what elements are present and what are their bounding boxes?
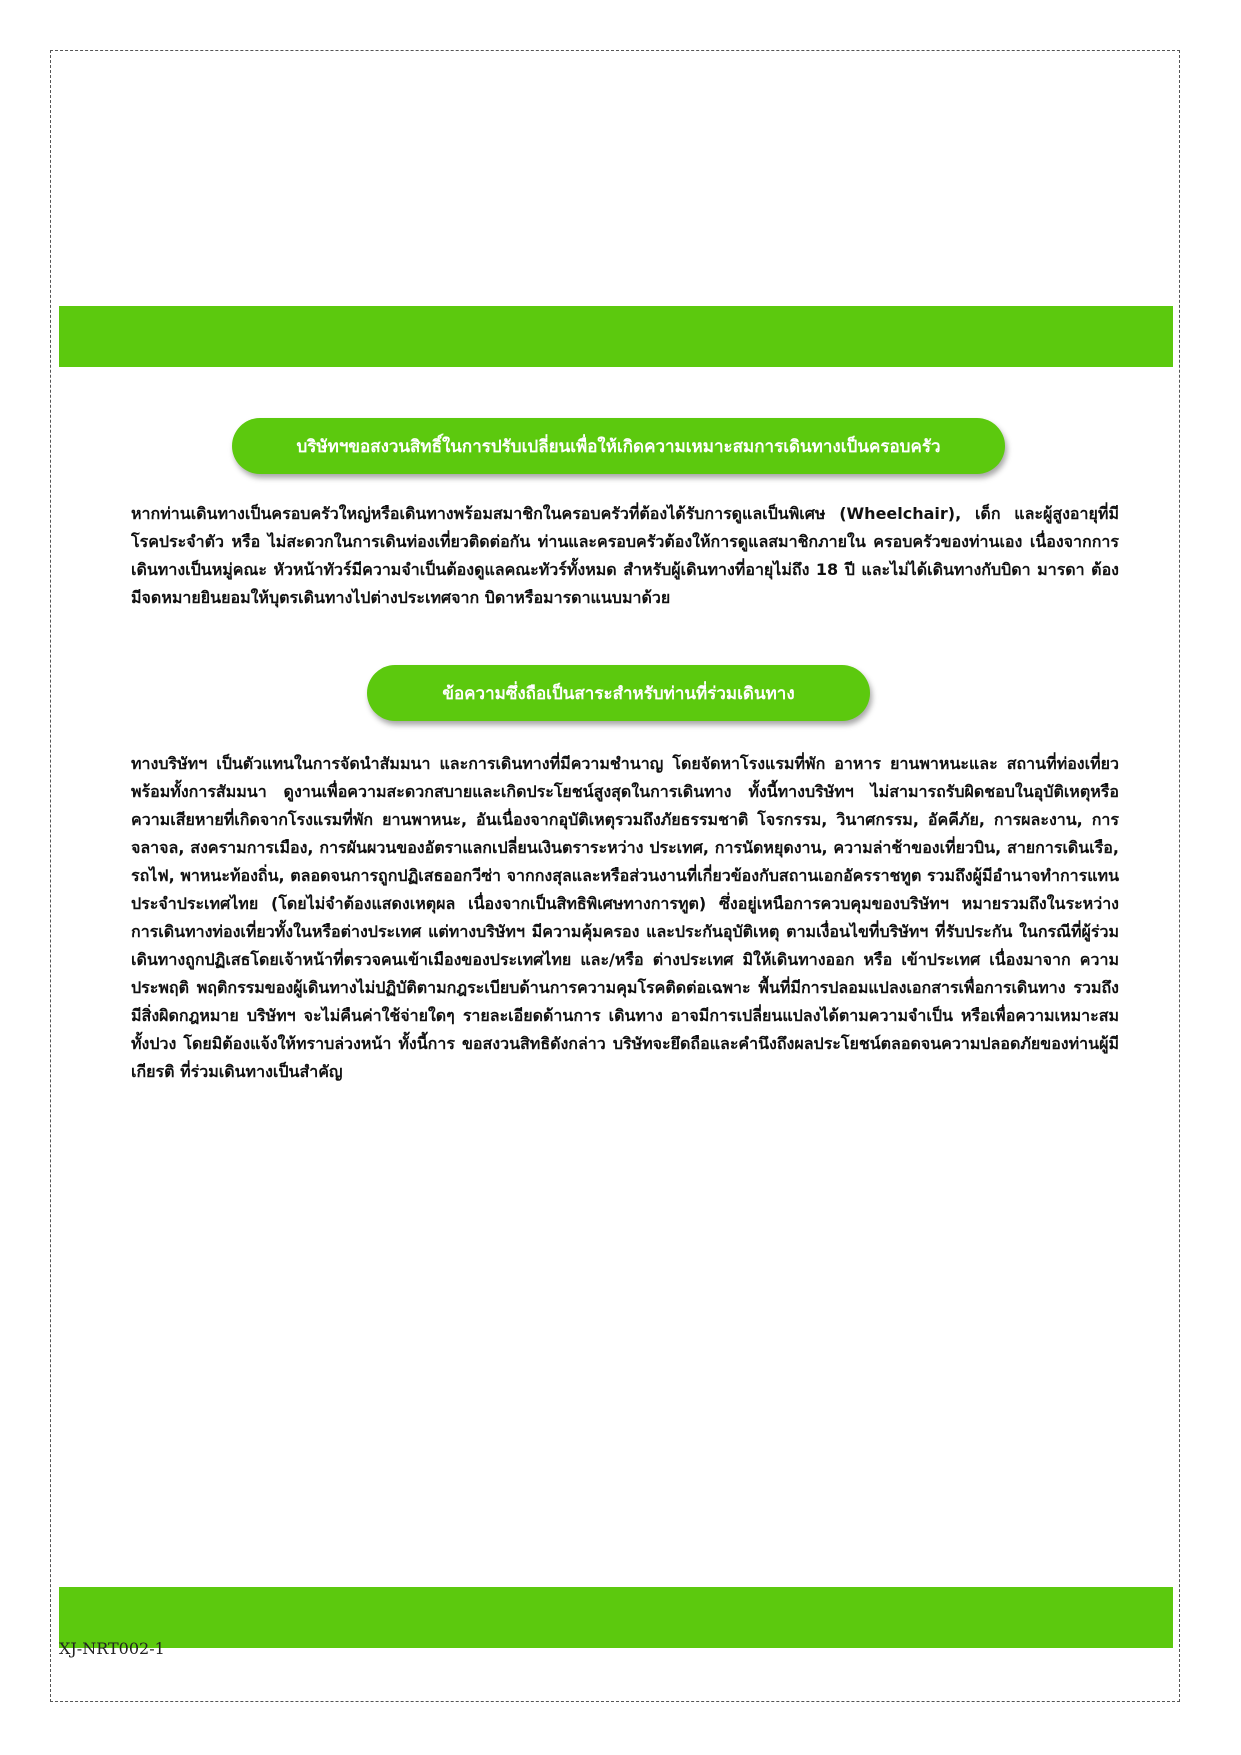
header-band (59, 306, 1173, 367)
important-terms-paragraph: ทางบริษัทฯ เป็นตัวแทนในการจัดนำสัมมนา และการเดินทางที่มีความชำนาญ โดยจัดหาโรงแรมที่พัก อาหาร ยานพาหนะและ สถานที่ท่องเที่ยวพร้อมทั้งการสัมมนา ดูงานเพื่อความสะดวกสบายและเกิดประโยชน์สูงสุดในการเดินทาง ทั้งนี้ทางบริษัทฯ ไม่สามารถรับผิดชอบในอุบัติเหตุหรือความเสียหายที่เกิดจากโรงแรมที่พัก ยานพาหนะ, อันเนื่องจากอุบัติเหตุรวมถึงภัยธรรมชาติ โจรกรรม, วินาศกรรม, อัคคีภัย, การผละงาน, การจลาจล, สงครามการเมือง, การผันผวนของอัตราแลกเปลี่ยนเงินตราระหว่าง ประเทศ, การนัดหยุดงาน, ความล่าช้าของเที่ยวบิน, สายการเดินเรือ, รถไฟ, พาหนะท้องถิ่น, ตลอดจนการถูกปฏิเสธออกวีซ่า จากกงสุลและหรือส่วนงานที่เกี่ยวข้องกับสถานเอกอัครราชทูต รวมถึงผู้มีอำนาจทำการแทนประจำประเทศไทย (โดยไม่จำต้องแสดงเหตุผล เนื่องจากเป็นสิทธิพิเศษทางการทูต) ซึ่งอยู่เหนือการควบคุมของบริษัทฯ หมายรวมถึงในระหว่าง การเดินทางท่องเที่ยวทั้งในหรือต่างประเทศ แต่ทางบริษัทฯ มีความคุ้มครอง และประกันอุบัติเหตุ ตามเงื่อนไขที่บริษัทฯ ที่รับประกัน ในกรณีที่ผู้ร่วมเดินทางถูกปฏิเสธโดยเจ้าหน้าที่ตรวจคนเข้าเมืองของประเทศไทย และ/หรือ ต่างประเทศ มิให้เดินทางออก หรือ เข้าประเทศ เนื่องมาจาก ความประพฤติ พฤติกรรมของผู้เดินทางไม่ปฏิบัติตามกฎระเบียบด้านการความคุมโรคติดต่อเฉพาะ พื้นที่มีการปลอมแปลงเอกสารเพื่อการเดินทาง รวมถึงมีสิ่งผิดกฎหมาย บริษัทฯ จะไม่คืนค่าใช้จ่ายใดๆ รายละเอียดด้านการ เดินทาง อาจมีการเปลี่ยนแปลงได้ตามความจำเป็น หรือเพื่อความเหมาะสมทั้งปวง โดยมิต้องแจ้งให้ทราบล่วงหน้า ทั้งนี้การ ขอสงวนสิทธิดังกล่าว บริษัทจะยึดถือและคำนึงถึงผลประโยชน์ตลอดจนความปลอดภัยของท่านผู้มีเกียรติ ที่ร่วมเดินทางเป็นสำคัญ (131, 754, 1119, 1081)
family-travel-paragraph: หากท่านเดินทางเป็นครอบครัวใหญ่หรือเดินทางพร้อมสมาชิกในครอบครัวที่ต้องได้รับการดูแลเป็นพิเศษ (Wheelchair), เด็ก และผู้สูงอายุที่มีโรคประจำตัว หรือ ไม่สะดวกในการเดินท่องเที่ยวติดต่อกัน ท่านและครอบครัวต้องให้การดูแลสมาชิกภายใน ครอบครัวของท่านเอง เนื่องจากการเดินทางเป็นหมู่คณะ หัวหน้าทัวร์มีความจำเป็นต้องดูแลคณะทัวร์ทั้งหมด สำหรับผู้เดินทางที่อายุไม่ถึง 18 ปี และไม่ได้เดินทางกับบิดา มารดา ต้องมีจดหมายยินยอมให้บุตรเดินทางไปต่างประเทศจาก บิดาหรือมารดาแนบมาด้วย (131, 504, 1119, 607)
section-heading-family-travel (232, 418, 1005, 474)
section-heading-important-terms (367, 665, 870, 721)
footer-document-code: XJ-NRT002-1 (59, 1639, 165, 1658)
section-heading-family-travel-text: บริษัทฯขอสงวนสิทธิ์ในการปรับเปลี่ยนเพื่อให้เกิดความเหมาะสมการเดินทางเป็นครอบครัว (296, 436, 941, 457)
section-heading-important-terms-text: ข้อความซึ่งถือเป็นสาระสำหรับท่านที่ร่วมเดินทาง (442, 683, 795, 704)
footer-band (59, 1587, 1173, 1648)
